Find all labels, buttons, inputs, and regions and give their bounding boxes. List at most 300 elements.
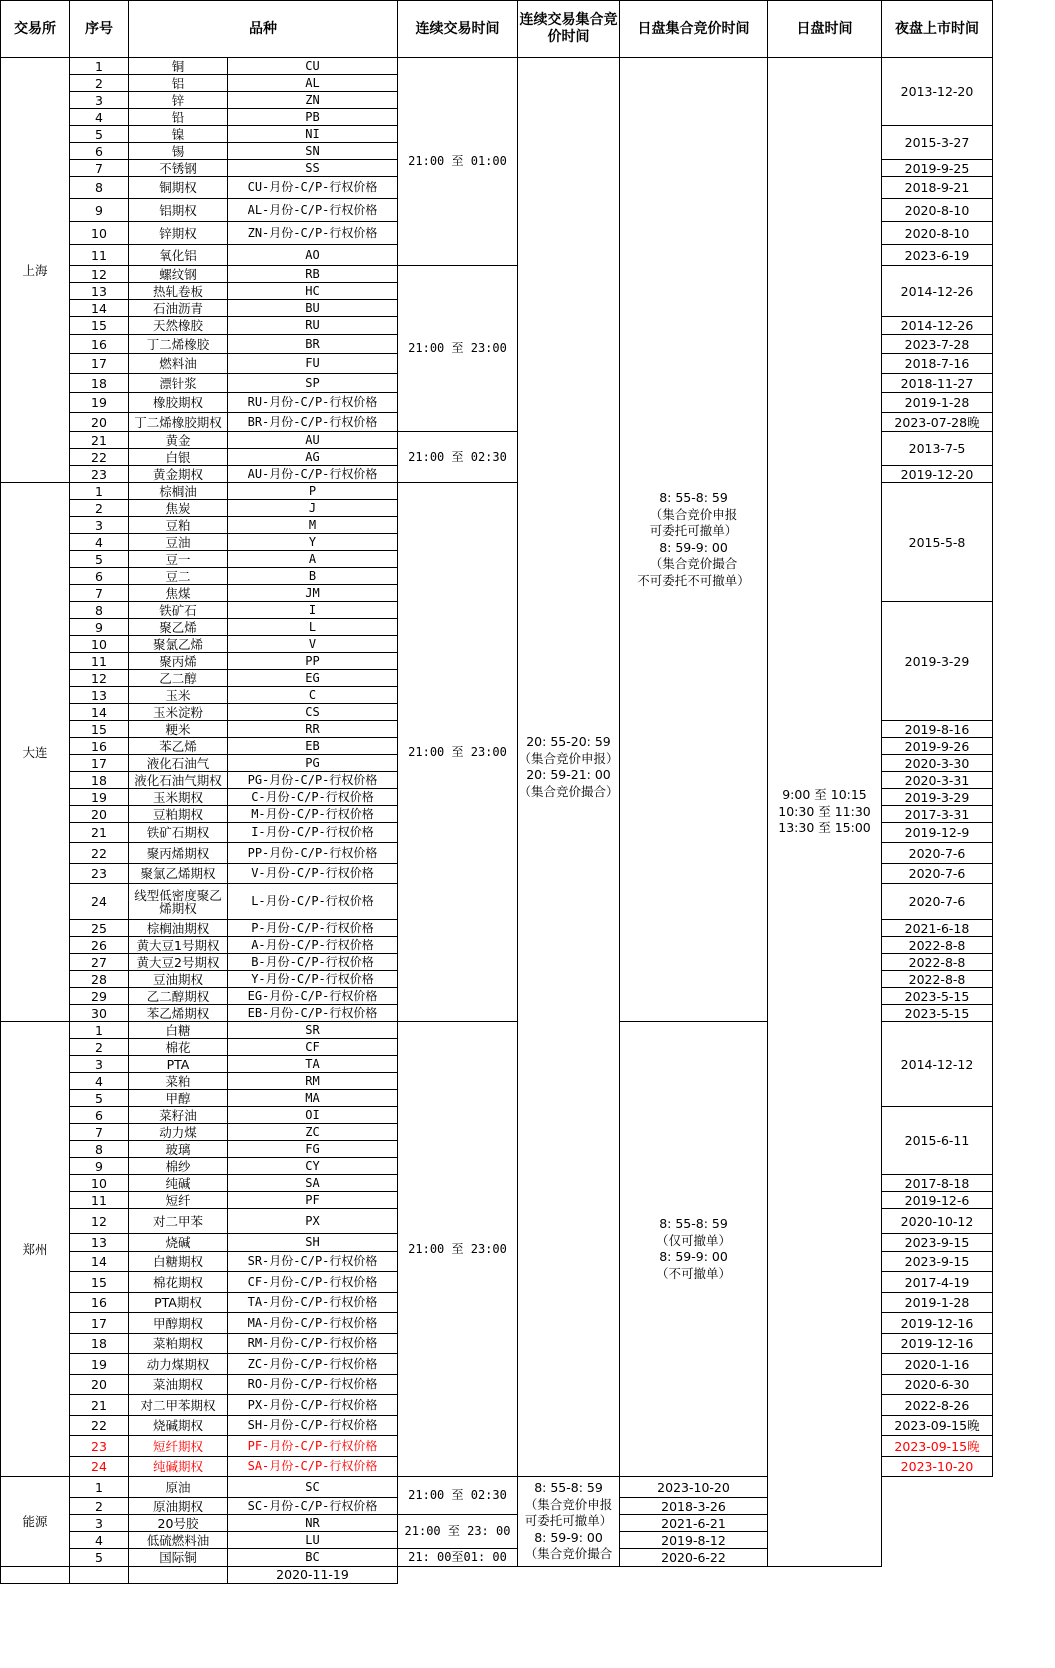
product-name-cell: 短纤期权 — [129, 1436, 228, 1457]
product-code-cell: M — [228, 517, 398, 534]
product-name-cell: 甲醇期权 — [129, 1313, 228, 1334]
product-name-cell: PTA — [129, 1056, 228, 1073]
row-index-cell: 8 — [70, 1141, 129, 1158]
listing-date-cell: 2013-12-20 — [882, 58, 993, 126]
product-code-cell: C — [228, 687, 398, 704]
listing-date-cell: 2020-7-6 — [882, 843, 993, 864]
listing-date-cell: 2015-5-8 — [882, 483, 993, 602]
product-name-cell: 烧碱 — [129, 1234, 228, 1252]
product-code-cell: RU — [228, 317, 398, 335]
listing-date-cell: 2019-12-16 — [882, 1313, 993, 1334]
continuous-time-cell: 21:00 至 23: 00 — [398, 1515, 518, 1549]
product-code-cell: ZC — [228, 1124, 398, 1141]
row-index-cell: 9 — [70, 1158, 129, 1175]
product-name-cell: 动力煤 — [129, 1124, 228, 1141]
product-name-cell: 铜期权 — [129, 177, 228, 199]
product-code-cell: P-月份-C/P-行权价格 — [228, 920, 398, 937]
product-code-cell: CU — [228, 58, 398, 75]
exchange-cell: 郑州 — [1, 1022, 70, 1477]
product-name-cell: 乙二醇 — [129, 670, 228, 687]
row-index-cell: 20 — [70, 806, 129, 823]
continuous-time-cell: 21:00 至 23:00 — [398, 483, 518, 1022]
row-index-cell: 1 — [70, 1022, 129, 1039]
product-code-cell: B-月份-C/P-行权价格 — [228, 954, 398, 971]
row-index-cell: 16 — [70, 335, 129, 354]
row-index-cell: 3 — [70, 92, 129, 109]
product-name-cell: 黄大豆2号期权 — [129, 954, 228, 971]
row-index-cell: 10 — [70, 1175, 129, 1192]
listing-date-cell: 2020-3-30 — [882, 755, 993, 772]
product-code-cell: A — [228, 551, 398, 568]
product-code-cell: V — [228, 636, 398, 653]
product-name-cell: 原油 — [129, 1477, 228, 1498]
product-name-cell: 对二甲苯期权 — [129, 1395, 228, 1416]
continuous-time-cell: 21: 00至01: 00 — [398, 1549, 518, 1567]
product-code-cell: CY — [228, 1158, 398, 1175]
product-code-cell: MA-月份-C/P-行权价格 — [228, 1313, 398, 1334]
listing-date-cell: 2023-9-15 — [882, 1252, 993, 1272]
listing-date-cell: 2023-10-20 — [882, 1457, 993, 1477]
product-code-cell: ZN-月份-C/P-行权价格 — [228, 222, 398, 245]
product-code-cell: BC — [228, 1549, 398, 1567]
product-name-cell: 黄金 — [129, 432, 228, 449]
product-name-cell: 豆油 — [129, 534, 228, 551]
product-code-cell: HC — [228, 283, 398, 300]
product-name-cell: 棉纱 — [129, 1158, 228, 1175]
product-name-cell: 铜 — [129, 58, 228, 75]
product-name-cell: 天然橡胶 — [129, 317, 228, 335]
listing-date-cell: 2019-12-20 — [882, 466, 993, 483]
listing-date-cell: 2020-7-6 — [882, 864, 993, 884]
row-index-cell: 23 — [70, 864, 129, 884]
row-index-cell: 11 — [70, 653, 129, 670]
product-name-cell: 原油期权 — [129, 1498, 228, 1515]
product-code-cell: BU — [228, 300, 398, 317]
product-code-cell: AU-月份-C/P-行权价格 — [228, 466, 398, 483]
product-name-cell: 液化石油气 — [129, 755, 228, 772]
product-code-cell: ZC-月份-C/P-行权价格 — [228, 1354, 398, 1375]
listing-date-cell: 2020-11-19 — [228, 1566, 398, 1583]
row-index-cell: 5 — [70, 1090, 129, 1107]
product-code-cell: CF — [228, 1039, 398, 1056]
product-name-cell: 黄金期权 — [129, 466, 228, 483]
product-name-cell: 燃料油 — [129, 354, 228, 374]
listing-date-cell: 2018-11-27 — [882, 374, 993, 393]
day-auction-cell: 8: 55-8: 59 （仅可撤单） 8: 59-9: 00 （不可撤单） — [620, 1022, 768, 1477]
product-code-cell: EB-月份-C/P-行权价格 — [228, 1005, 398, 1022]
product-name-cell: 乙二醇期权 — [129, 988, 228, 1005]
product-name-cell: 铁矿石 — [129, 602, 228, 619]
product-code-cell: CS — [228, 704, 398, 721]
product-name-cell: 白糖 — [129, 1022, 228, 1039]
row-index-cell: 5 — [70, 1549, 129, 1567]
product-code-cell: P — [228, 483, 398, 500]
row-index-cell: 21 — [70, 823, 129, 843]
product-code-cell: Y — [228, 534, 398, 551]
row-index-cell: 11 — [70, 1192, 129, 1209]
row-index-cell: 3 — [70, 1515, 129, 1532]
day-auction-cell: 8: 55-8: 59 （集合竞价申报 可委托可撤单） 8: 59-9: 00 （集合竞价撮合 — [518, 1477, 620, 1567]
product-code-cell: AU — [228, 432, 398, 449]
listing-date-cell: 2019-3-29 — [882, 789, 993, 806]
row-index-cell: 15 — [70, 721, 129, 738]
product-name-cell: 黄大豆1号期权 — [129, 937, 228, 954]
row-index-cell: 10 — [70, 636, 129, 653]
product-name-cell: 漂针浆 — [129, 374, 228, 393]
product-code-cell: SH — [228, 1234, 398, 1252]
row-index-cell: 4 — [70, 1532, 129, 1549]
product-code-cell: PB — [228, 109, 398, 126]
product-name-cell: 铅 — [129, 109, 228, 126]
listing-date-cell: 2014-12-26 — [882, 317, 993, 335]
row-index-cell: 8 — [70, 602, 129, 619]
product-code-cell: BR-月份-C/P-行权价格 — [228, 413, 398, 432]
listing-date-cell: 2022-8-8 — [882, 971, 993, 988]
row-index-cell: 12 — [70, 1209, 129, 1234]
product-code-cell: JM — [228, 585, 398, 602]
product-name-cell: 豆粕 — [129, 517, 228, 534]
listing-date-cell: 2019-1-28 — [882, 393, 993, 413]
listing-date-cell: 2021-6-18 — [882, 920, 993, 937]
listing-date-cell: 2014-12-26 — [882, 266, 993, 317]
row-index-cell: 16 — [70, 738, 129, 755]
row-index-cell: 7 — [70, 1124, 129, 1141]
listing-date-cell: 2019-8-12 — [620, 1532, 768, 1549]
row-index-cell: 8 — [70, 177, 129, 199]
row-index-cell: 6 — [70, 1107, 129, 1124]
listing-date-cell: 2014-12-12 — [882, 1022, 993, 1107]
product-name-cell: 石油沥青 — [129, 300, 228, 317]
product-name-cell: 粳米 — [129, 721, 228, 738]
product-code-cell: SA-月份-C/P-行权价格 — [228, 1457, 398, 1477]
product-code-cell: PP-月份-C/P-行权价格 — [228, 843, 398, 864]
product-name-cell: 棉花期权 — [129, 1272, 228, 1293]
product-name-cell: 玻璃 — [129, 1141, 228, 1158]
listing-date-cell: 2020-3-31 — [882, 772, 993, 789]
listing-date-cell: 2019-12-16 — [882, 1334, 993, 1354]
product-code-cell: SH-月份-C/P-行权价格 — [228, 1416, 398, 1436]
product-code-cell: NI — [228, 126, 398, 143]
exchange-cell: 大连 — [1, 483, 70, 1022]
product-code-cell: I — [228, 602, 398, 619]
listing-date-cell: 2018-9-21 — [882, 177, 993, 199]
row-index-cell: 3 — [70, 517, 129, 534]
product-name-cell: 纯碱期权 — [129, 1457, 228, 1477]
listing-date-cell: 2020-7-6 — [882, 884, 993, 920]
product-code-cell: J — [228, 500, 398, 517]
listing-date-cell: 2019-3-29 — [882, 602, 993, 721]
product-name-cell: 苯乙烯 — [129, 738, 228, 755]
row-index-cell: 17 — [70, 755, 129, 772]
product-code-cell: L — [228, 619, 398, 636]
product-code-cell: I-月份-C/P-行权价格 — [228, 823, 398, 843]
product-code-cell: SC-月份-C/P-行权价格 — [228, 1498, 398, 1515]
product-code-cell: EG-月份-C/P-行权价格 — [228, 988, 398, 1005]
listing-date-cell: 2019-1-28 — [882, 1293, 993, 1313]
product-name-cell: 白糖期权 — [129, 1252, 228, 1272]
listing-date-cell: 2018-7-16 — [882, 354, 993, 374]
row-index-cell: 23 — [70, 1436, 129, 1457]
product-code-cell: FG — [228, 1141, 398, 1158]
listing-date-cell: 2019-8-16 — [882, 721, 993, 738]
product-name-cell: 烧碱期权 — [129, 1416, 228, 1436]
product-name-cell: 螺纹钢 — [129, 266, 228, 283]
row-index-cell: 14 — [70, 704, 129, 721]
product-code-cell: MA — [228, 1090, 398, 1107]
product-name-cell: 橡胶期权 — [129, 393, 228, 413]
product-name-cell: 动力煤期权 — [129, 1354, 228, 1375]
row-index-cell: 18 — [70, 1334, 129, 1354]
listing-date-cell: 2019-12-9 — [882, 823, 993, 843]
product-code-cell: AL-月份-C/P-行权价格 — [228, 199, 398, 222]
product-name-cell: 甲醇 — [129, 1090, 228, 1107]
product-name-cell: 豆二 — [129, 568, 228, 585]
row-index-cell: 18 — [70, 374, 129, 393]
listing-date-cell: 2020-8-10 — [882, 222, 993, 245]
row-index-cell: 24 — [70, 884, 129, 920]
row-index-cell: 9 — [70, 199, 129, 222]
product-name-cell: 菜粕 — [129, 1073, 228, 1090]
product-name-cell: 铁矿石期权 — [129, 823, 228, 843]
listing-date-cell: 2023-5-15 — [882, 1005, 993, 1022]
table-row — [1, 1566, 993, 1583]
continuous-time-cell: 21:00 至 23:00 — [398, 266, 518, 432]
listing-date-cell: 2021-6-21 — [620, 1515, 768, 1532]
row-index-cell: 24 — [70, 1457, 129, 1477]
listing-date-cell: 2023-10-20 — [620, 1477, 768, 1498]
row-index-cell: 7 — [70, 585, 129, 602]
row-index-cell: 22 — [70, 1416, 129, 1436]
product-code-cell: PX-月份-C/P-行权价格 — [228, 1395, 398, 1416]
row-index-cell — [1, 1566, 70, 1583]
product-code-cell: A-月份-C/P-行权价格 — [228, 937, 398, 954]
product-code-cell: PF — [228, 1192, 398, 1209]
day-session-cell: 9:00 至 10:15 10:30 至 11:30 13:30 至 15:00 — [768, 58, 882, 1567]
product-code-cell: RR — [228, 721, 398, 738]
product-code-cell: Y-月份-C/P-行权价格 — [228, 971, 398, 988]
row-index-cell: 22 — [70, 449, 129, 466]
product-name-cell: 焦炭 — [129, 500, 228, 517]
product-code-cell: LU — [228, 1532, 398, 1549]
product-name-cell: 低硫燃料油 — [129, 1532, 228, 1549]
header-continuous-auction: 连续交易集合竞价时间 — [518, 1, 620, 58]
row-index-cell: 2 — [70, 500, 129, 517]
listing-date-cell: 2017-3-31 — [882, 806, 993, 823]
header-row — [1, 1, 993, 58]
row-index-cell: 4 — [70, 534, 129, 551]
listing-date-cell: 2020-6-30 — [882, 1375, 993, 1395]
product-name-cell: 锡 — [129, 143, 228, 160]
day-auction-cell: 8: 55-8: 59 （集合竞价申报 可委托可撤单） 8: 59-9: 00 （集合竞价撮合 不可委托不可撤单） — [620, 58, 768, 1022]
product-code-cell: BR — [228, 335, 398, 354]
product-name-cell: 纯碱 — [129, 1175, 228, 1192]
product-code-cell: RM — [228, 1073, 398, 1090]
product-name-cell: 白银 — [129, 449, 228, 466]
product-code-cell: RB — [228, 266, 398, 283]
listing-date-cell: 2019-9-25 — [882, 160, 993, 177]
product-name-cell: 豆一 — [129, 551, 228, 568]
product-code-cell: RU-月份-C/P-行权价格 — [228, 393, 398, 413]
product-name-cell: 菜油期权 — [129, 1375, 228, 1395]
header-night-listing: 夜盘上市时间 — [882, 1, 993, 58]
product-name-cell: 镍 — [129, 126, 228, 143]
listing-date-cell: 2023-09-15晚 — [882, 1416, 993, 1436]
listing-date-cell: 2022-8-8 — [882, 937, 993, 954]
row-index-cell: 19 — [70, 393, 129, 413]
product-name-cell: 聚丙烯 — [129, 653, 228, 670]
product-name-cell: 菜籽油 — [129, 1107, 228, 1124]
product-code-cell: PP — [228, 653, 398, 670]
product-code-cell: B — [228, 568, 398, 585]
row-index-cell: 28 — [70, 971, 129, 988]
row-index-cell: 20 — [70, 1375, 129, 1395]
header-day-auction: 日盘集合竞价时间 — [620, 1, 768, 58]
product-code-cell: RM-月份-C/P-行权价格 — [228, 1334, 398, 1354]
product-code-cell: TA — [228, 1056, 398, 1073]
product-code-cell: PG — [228, 755, 398, 772]
row-index-cell: 1 — [70, 1477, 129, 1498]
row-index-cell: 3 — [70, 1056, 129, 1073]
exchange-cell: 上海 — [1, 58, 70, 483]
listing-date-cell: 2023-5-15 — [882, 988, 993, 1005]
listing-date-cell: 2023-07-28晚 — [882, 413, 993, 432]
listing-date-cell: 2017-4-19 — [882, 1272, 993, 1293]
header-product: 品种 — [129, 1, 398, 58]
product-name-cell: 热轧卷板 — [129, 283, 228, 300]
product-code-cell: AL — [228, 75, 398, 92]
table-row — [1, 58, 993, 75]
header-index: 序号 — [70, 1, 129, 58]
row-index-cell: 26 — [70, 937, 129, 954]
header-day-session: 日盘时间 — [768, 1, 882, 58]
listing-date-cell: 2020-6-22 — [620, 1549, 768, 1567]
product-name-cell: 聚氯乙烯 — [129, 636, 228, 653]
listing-date-cell: 2023-09-15晚 — [882, 1436, 993, 1457]
product-code-cell: EB — [228, 738, 398, 755]
listing-date-cell: 2023-9-15 — [882, 1234, 993, 1252]
product-name-cell: 聚丙烯期权 — [129, 843, 228, 864]
product-code-cell: SA — [228, 1175, 398, 1192]
product-name-cell: PTA期权 — [129, 1293, 228, 1313]
row-index-cell: 13 — [70, 687, 129, 704]
listing-date-cell: 2020-1-16 — [882, 1354, 993, 1375]
product-name-cell: 短纤 — [129, 1192, 228, 1209]
row-index-cell: 1 — [70, 483, 129, 500]
product-code-cell: SC — [228, 1477, 398, 1498]
row-index-cell: 20 — [70, 413, 129, 432]
row-index-cell: 21 — [70, 1395, 129, 1416]
listing-date-cell: 2013-7-5 — [882, 432, 993, 466]
product-code-cell: CF-月份-C/P-行权价格 — [228, 1272, 398, 1293]
row-index-cell: 19 — [70, 1354, 129, 1375]
product-code-cell: FU — [228, 354, 398, 374]
listing-date-cell: 2023-6-19 — [882, 245, 993, 266]
product-code-cell: SP — [228, 374, 398, 393]
row-index-cell: 12 — [70, 670, 129, 687]
row-index-cell: 7 — [70, 160, 129, 177]
product-name-cell: 焦煤 — [129, 585, 228, 602]
row-index-cell: 17 — [70, 354, 129, 374]
product-name-cell: 棕榈油 — [129, 483, 228, 500]
row-index-cell: 4 — [70, 109, 129, 126]
continuous-time-cell: 21:00 至 02:30 — [398, 432, 518, 483]
row-index-cell: 14 — [70, 300, 129, 317]
product-code-cell — [129, 1566, 228, 1583]
product-name-cell: 铝期权 — [129, 199, 228, 222]
row-index-cell: 23 — [70, 466, 129, 483]
product-name-cell: 玉米期权 — [129, 789, 228, 806]
row-index-cell: 13 — [70, 283, 129, 300]
product-name-cell: 液化石油气期权 — [129, 772, 228, 789]
product-name-cell: 丁二烯橡胶 — [129, 335, 228, 354]
product-code-cell: L-月份-C/P-行权价格 — [228, 884, 398, 920]
row-index-cell: 15 — [70, 1272, 129, 1293]
listing-date-cell: 2015-3-27 — [882, 126, 993, 160]
row-index-cell: 15 — [70, 317, 129, 335]
listing-date-cell: 2018-3-26 — [620, 1498, 768, 1515]
product-name-cell: 棕榈油期权 — [129, 920, 228, 937]
product-name-cell: 氧化铝 — [129, 245, 228, 266]
row-index-cell: 10 — [70, 222, 129, 245]
row-index-cell: 4 — [70, 1073, 129, 1090]
row-index-cell: 11 — [70, 245, 129, 266]
row-index-cell: 30 — [70, 1005, 129, 1022]
product-name-cell: 不锈钢 — [129, 160, 228, 177]
row-index-cell: 27 — [70, 954, 129, 971]
product-name-cell: 菜粕期权 — [129, 1334, 228, 1354]
product-name-cell: 20号胶 — [129, 1515, 228, 1532]
continuous-time-cell: 21:00 至 02:30 — [398, 1477, 518, 1515]
continuous-time-cell: 21:00 至 01:00 — [398, 58, 518, 266]
row-index-cell: 9 — [70, 619, 129, 636]
product-name-cell: 锌期权 — [129, 222, 228, 245]
row-index-cell: 2 — [70, 1039, 129, 1056]
row-index-cell: 25 — [70, 920, 129, 937]
product-code-cell: PX — [228, 1209, 398, 1234]
header-exchange: 交易所 — [1, 1, 70, 58]
product-code-cell: RO-月份-C/P-行权价格 — [228, 1375, 398, 1395]
product-code-cell: AG — [228, 449, 398, 466]
row-index-cell: 13 — [70, 1234, 129, 1252]
row-index-cell: 1 — [70, 58, 129, 75]
listing-date-cell: 2019-9-26 — [882, 738, 993, 755]
product-code-cell: V-月份-C/P-行权价格 — [228, 864, 398, 884]
product-code-cell: TA-月份-C/P-行权价格 — [228, 1293, 398, 1313]
listing-date-cell: 2020-10-12 — [882, 1209, 993, 1234]
row-index-cell: 17 — [70, 1313, 129, 1334]
product-code-cell: EG — [228, 670, 398, 687]
product-code-cell: CU-月份-C/P-行权价格 — [228, 177, 398, 199]
listing-date-cell: 2019-12-6 — [882, 1192, 993, 1209]
product-code-cell: SR — [228, 1022, 398, 1039]
row-index-cell: 19 — [70, 789, 129, 806]
product-name-cell: 豆粕期权 — [129, 806, 228, 823]
row-index-cell: 14 — [70, 1252, 129, 1272]
listing-date-cell: 2022-8-8 — [882, 954, 993, 971]
product-code-cell: ZN — [228, 92, 398, 109]
product-name-cell: 聚氯乙烯期权 — [129, 864, 228, 884]
product-name-cell: 丁二烯橡胶期权 — [129, 413, 228, 432]
listing-date-cell: 2023-7-28 — [882, 335, 993, 354]
product-code-cell: NR — [228, 1515, 398, 1532]
product-code-cell: M-月份-C/P-行权价格 — [228, 806, 398, 823]
product-name-cell: 对二甲苯 — [129, 1209, 228, 1234]
product-code-cell: PF-月份-C/P-行权价格 — [228, 1436, 398, 1457]
product-name-cell: 苯乙烯期权 — [129, 1005, 228, 1022]
exchange-cell: 能源 — [1, 1477, 70, 1567]
row-index-cell: 2 — [70, 75, 129, 92]
night-auction-cell: 20: 55-20: 59 （集合竞价申报） 20: 59-21: 00 （集合竞价撮合） — [518, 58, 620, 1477]
